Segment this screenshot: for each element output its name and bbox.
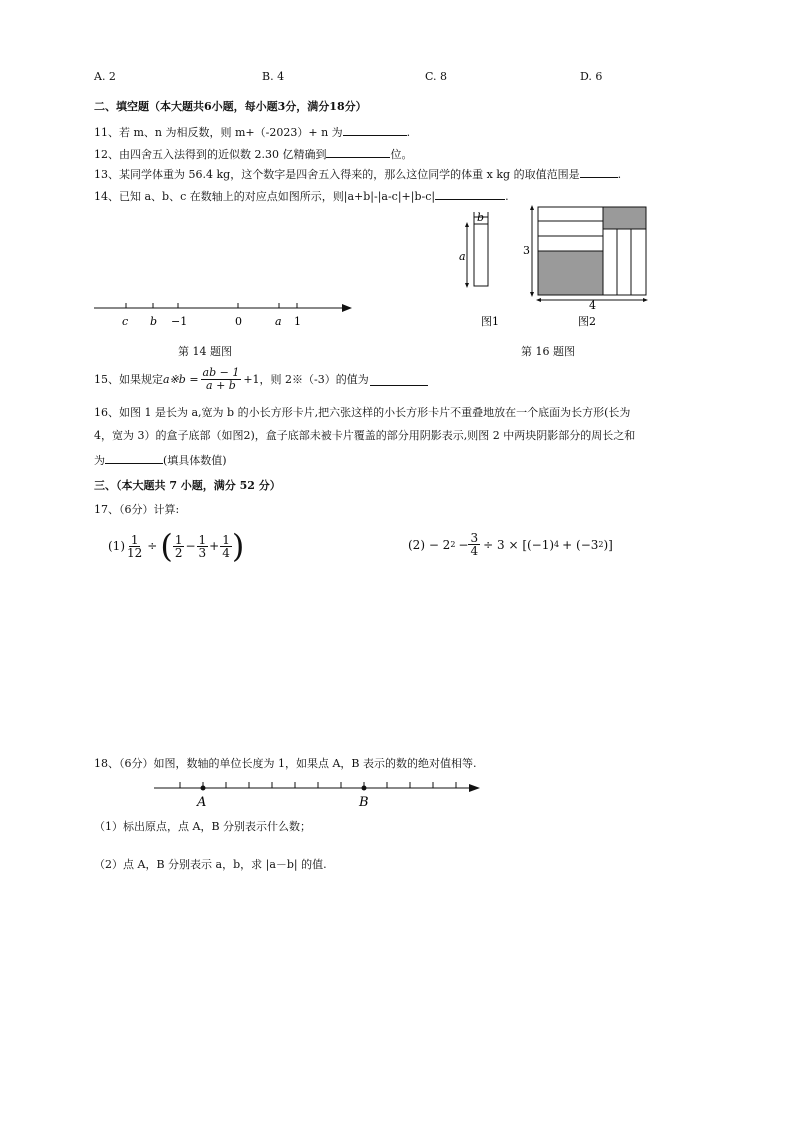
question-13 [94,166,621,182]
q15-numerator: ab − 1 [202,366,240,379]
fig1-caption: 图1 [481,315,499,328]
question-11 [94,124,410,140]
q17-p2-exp2: 4 [554,540,560,549]
q17-p1-b-den: 3 [198,545,207,560]
q13-blank[interactable] [580,166,618,178]
point-a-label: A [197,795,207,810]
fig1-label-b: b [477,211,485,224]
q15-blank[interactable] [370,374,428,386]
label-neg1: −1 [171,315,188,328]
label-0: 0 [235,315,242,328]
q18-sub-2: （2）点 A，B 分别表示 a，b，求 |a－b| 的值. [94,858,327,871]
q15-tail: +1，则 2※（-3）的值为 [243,372,369,386]
q12-blank[interactable] [326,146,390,158]
question-15 [94,367,428,392]
q17-p1-a-den: 2 [174,545,183,560]
point-b-dot [362,786,367,791]
q17-p2-f-den: 4 [470,544,479,558]
q11-blank[interactable] [343,124,407,136]
fig1-label-a: a [459,250,466,263]
q14-blank[interactable] [435,188,505,200]
question-12 [94,146,412,162]
option-d: D. 6 [580,70,603,83]
q11-end: . [406,126,411,139]
q17-p2-end: )] [603,537,613,552]
q15-fraction [201,367,242,392]
q17-p1-c-den: 4 [222,545,230,560]
q17-p1-fraction-a [173,534,185,559]
option-b: B. 4 [262,70,285,83]
question-14 [94,188,509,204]
q16-line-2: 4，宽为 3）的盒子底部（如图2)，盒子底部未被卡片覆盖的部分用阴影表示,则图 2 中两块阴影部分的周长之和 [94,429,636,442]
fig16-caption: 第 16 题图 [521,345,575,358]
q17-p1-f1-den: 12 [127,545,143,560]
q17-p1-rparen: ) [231,527,245,565]
fig2-label-3: 3 [523,244,530,257]
q18-title: 18、（6分）如图，数轴的单位长度为 1，如果点 A，B 表示的数的绝对值相等. [94,757,477,770]
section-3-title: 三、（本大题共 7 小题，满分 52 分） [94,479,281,492]
q17-p1-lparen: ( [160,527,173,565]
number-line-figure-14 [90,296,360,332]
q17-p1-fraction-c [220,534,232,559]
q17-p2-rest2: + (−3 [562,537,599,552]
q17-p1-plus: + [209,539,220,553]
option-c: C. 8 [425,70,448,83]
q14-text: 14、已知 a、b、c 在数轴上的对应点如图所示，则|a+b|-|a-c|+|b-c| [94,190,436,203]
q12-text: 12、由四舍五入法得到的近似数 2.30 亿精确到 [94,148,327,161]
q17-p1-a-num: 1 [174,532,183,547]
q17-p2-exp: 2 [450,540,456,549]
q15-prefix: 15、如果规定 [94,372,163,386]
q16-line-3 [94,452,227,468]
figure-16 [450,202,660,332]
q14-end: . [505,190,509,203]
q17-p1-b-num: 1 [198,532,207,547]
q11-text: 11、若 m、n 为相反数，则 m+（-2023）+ n 为 [94,126,343,139]
q17-p1-divide: ÷ [147,539,158,553]
q17-p1-f1-num: 1 [130,532,139,547]
q15-denominator: a + b [206,379,236,392]
q17-p2-mid: − [458,537,469,552]
section-2-title: 二、填空题（本大题共6小题，每小题3分，满分18分） [94,100,367,113]
fig2-label-4: 4 [589,299,596,312]
label-c: c [122,315,129,328]
label-1: 1 [294,315,301,328]
q17-p1-label: (1) [108,539,125,553]
q16-line-1: 16、如图 1 是长为 a,宽为 b 的小长方形卡片,把六张这样的小长方形卡片不重叠地放在一个底面为长方形(长为 [94,406,631,419]
q17-p2-fraction [468,532,480,557]
point-a-dot [201,786,206,791]
fig14-caption: 第 14 题图 [178,345,232,358]
q17-p1-c-num: 1 [222,532,230,547]
q17-part-2 [408,532,613,557]
number-line-q18 [150,778,485,812]
q17-p2-rest: ÷ 3 × [(−1) [483,537,555,552]
q17-p2-exp3: 2 [598,540,604,549]
q12-end: 位。 [390,148,413,161]
q15-op: a※b = [163,372,199,386]
q17-p2-label: (2) − 2 [408,537,451,552]
q13-text: 13、某同学体重为 56.4 kg，这个数字是四舍五入得来的，那么这位同学的体重 x kg 的取值范围是 [94,168,580,181]
option-a: A. 2 [94,70,116,83]
q17-p1-fraction-b [197,534,209,559]
q17-title: 17、（6分）计算: [94,503,180,516]
q17-part-1 [108,527,245,565]
q17-p1-minus: − [185,539,196,553]
q17-p1-fraction-1 [125,534,144,559]
q18-sub-1: （1）标出原点，点 A，B 分别表示什么数； [94,820,312,833]
q17-p2-f-num: 3 [470,531,479,545]
q16-line3-post: (填具体数值) [163,454,227,467]
label-a: a [275,315,282,328]
q13-end: . [617,168,622,181]
fig2-caption: 图2 [578,315,596,328]
q16-line3-pre: 为 [94,454,105,467]
label-b: b [150,315,158,328]
point-b-label: B [359,795,369,810]
q16-blank[interactable] [105,452,163,464]
